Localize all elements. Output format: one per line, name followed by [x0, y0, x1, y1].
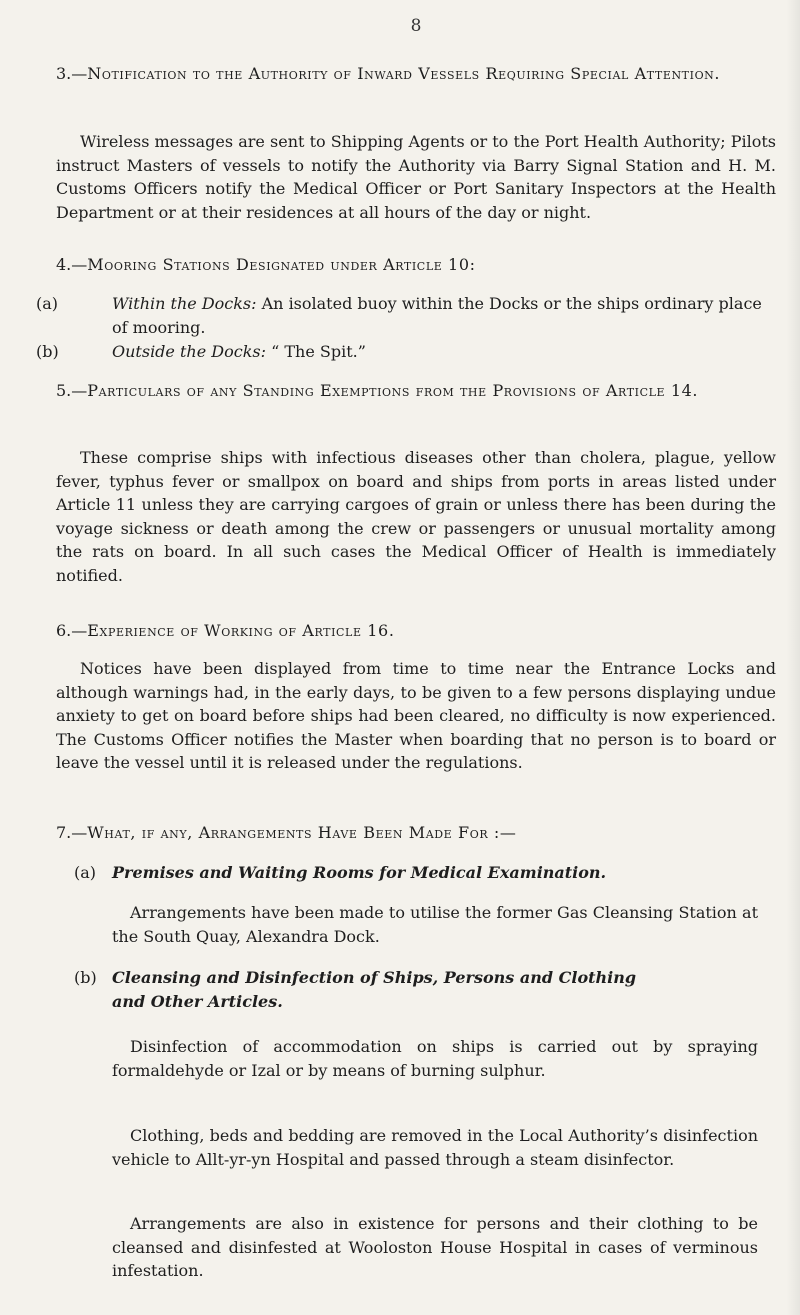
section-7-item-b [74, 966, 764, 1013]
section-4-heading [56, 253, 796, 277]
section-7-heading [56, 821, 796, 845]
s7-b-para-2 [112, 1124, 758, 1171]
section-6-number: 6.— [56, 621, 88, 640]
section-7-number: 7.— [56, 823, 88, 842]
item-a-label: (a) [36, 294, 59, 313]
s7-a-body-text: Arrangements have been made to utilise the former Gas Cleansing Station at the South Quay, Alexandra Dock. [112, 903, 758, 946]
s7-b-para-3-text: Arrangements are also in existence for persons and their clothing to be cleansed and disinfested at Wooloston House Hospital in cases of verminous infestation. [112, 1214, 758, 1280]
item-b-text: “ The Spit.” [265, 342, 366, 361]
section-6-body: Notices have been displayed from time to time near the Entrance Locks and although warnings had, in the early days, to be given to a few persons displaying undue anxiety to get on board before ships had been cleared, no difficulty is now experienced. The Customs Officer notifies the Master when boarding that no person is to board or leave the vessel until it is released under the regulations. [56, 659, 776, 772]
item-b-title: Outside the Docks: [112, 342, 266, 361]
section-4-item-b [36, 340, 774, 364]
section-4-title: Mooring Stations Designated under Article 10: [87, 255, 476, 274]
s7-b-para-1 [112, 1035, 758, 1082]
section-5-number: 5.— [56, 381, 88, 400]
s7-b-title-line2: and Other Articles. [112, 991, 283, 1011]
section-3-title: Notification to the Authority of Inward Vessels Requiring Special Attention. [87, 64, 721, 83]
item-a-text: An isolated buoy within the Docks or the ships ordinary place of mooring. [112, 294, 762, 337]
s7-b-para-3 [112, 1212, 758, 1283]
item-b-label: (b) [36, 342, 59, 361]
section-7-title: What, if any, Arrangements Have Been Made For :— [87, 823, 517, 842]
page-edge-shadow [786, 0, 800, 1315]
section-7-item-a [74, 861, 764, 885]
s7-b-para-2-text: Clothing, beds and bedding are removed in the Local Authority’s disinfection vehicle to Allt-yr-yn Hospital and passed through a steam disinfector. [112, 1126, 758, 1169]
section-6-title: Experience of Working of Article 16. [87, 621, 395, 640]
section-3-heading [56, 62, 796, 86]
s7-b-title-line1: Cleansing and Disinfection of Ships, Persons and Clothing [112, 968, 637, 987]
s7-a-title: Premises and Waiting Rooms for Medical Examination. [112, 863, 607, 882]
s7-b-para-1-text: Disinfection of accommodation on ships is carried out by spraying formaldehyde or Izal or by means of burning sulphur. [112, 1037, 758, 1080]
section-6-heading [56, 619, 796, 643]
s7-a-body [112, 901, 758, 948]
page-number: 8 [410, 16, 422, 36]
section-5-heading [56, 379, 791, 403]
item-a-title: Within the Docks: [112, 294, 257, 313]
section-5-body: These comprise ships with infectious diseases other than cholera, plague, yellow fever, typhus fever or smallpox on board and ships from ports in areas listed under Article 11 unless they are carrying cargoes of grain or unless there has been during the voyage sickness or death among the crew or passengers or unusual mortality among the rats on board. In all such cases the Medical Officer of Health is immediately notified. [56, 448, 776, 585]
section-5-title: Particulars of any Standing Exemptions from the Provisions of Article 14. [87, 381, 699, 400]
s7-b-label: (b) [74, 968, 97, 987]
section-3-body: Wireless messages are sent to Shipping Agents or to the Port Health Authority; Pilots instruct Masters of vessels to notify the Authority via Barry Signal Station and H. M. Customs Officers notify the Medical Officer or Port Sanitary Inspectors at the Health Department or at their residences at all hours of the day or night. [56, 132, 776, 222]
section-3-number: 3.— [56, 64, 88, 83]
s7-a-label: (a) [74, 863, 97, 882]
section-4-item-a [36, 292, 774, 339]
section-4-number: 4.— [56, 255, 88, 274]
